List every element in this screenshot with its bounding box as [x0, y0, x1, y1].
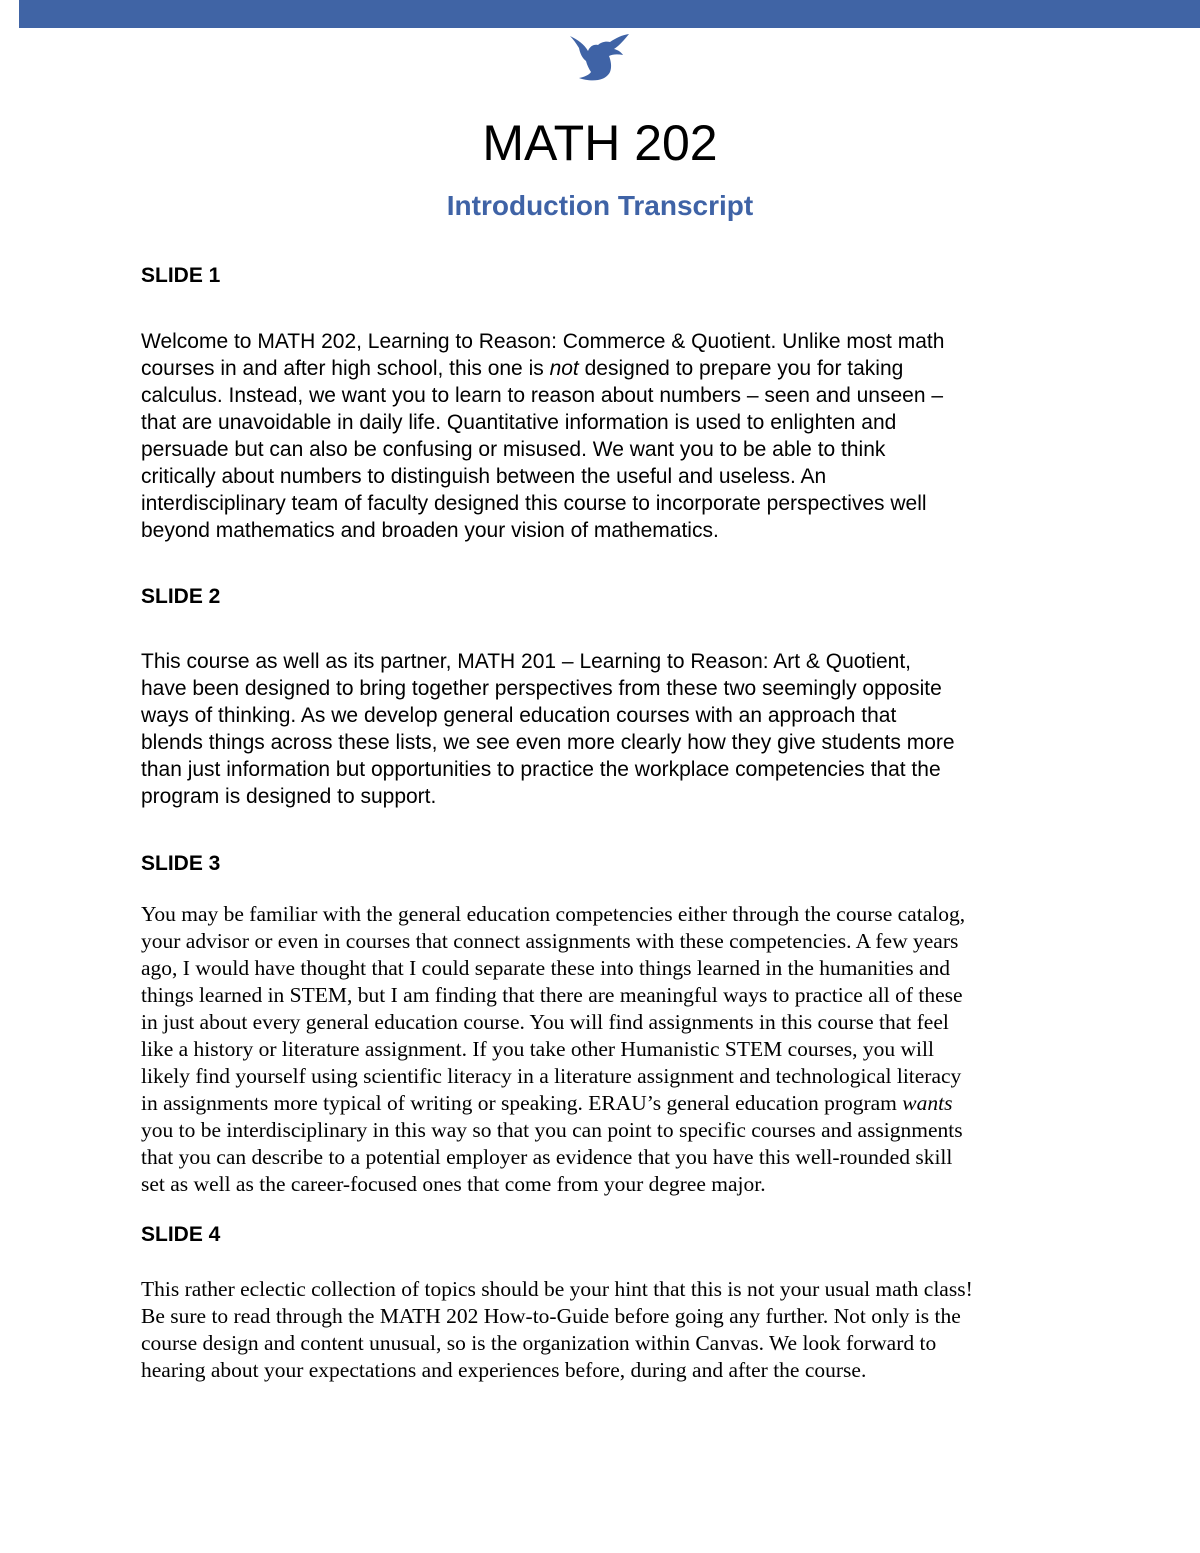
- slide-2-paragraph: [141, 648, 1071, 810]
- paragraph-line: calculus. Instead, we want you to learn to reason about numbers – seen and unseen –: [141, 384, 944, 407]
- paragraph-line: blends things across these lists, we see even more clearly how they give students more: [141, 731, 955, 754]
- paragraph-line: than just information but opportunities to practice the workplace competencies that the: [141, 758, 941, 781]
- paragraph-line: in assignments more typical of writing or speaking. ERAU’s general education program wants: [141, 1091, 953, 1115]
- slide-2-heading: SLIDE 2: [141, 585, 221, 608]
- paragraph-line: persuade but can also be confusing or misused. We want you to be able to think: [141, 438, 886, 461]
- paragraph-line: in just about every general education course. You will find assignments in this course that feel: [141, 1010, 949, 1034]
- slide-4-heading: SLIDE 4: [141, 1223, 221, 1246]
- paragraph-line: program is designed to support.: [141, 785, 437, 808]
- slide-1-heading: SLIDE 1: [141, 264, 221, 287]
- paragraph-line: ways of thinking. As we develop general education courses with an approach that: [141, 704, 897, 727]
- top-banner-bar: [19, 0, 1200, 28]
- paragraph-line: You may be familiar with the general education competencies either through the course catalog,: [141, 902, 966, 926]
- paragraph-line: have been designed to bring together perspectives from these two seemingly opposite: [141, 677, 942, 700]
- paragraph-line: Be sure to read through the MATH 202 How-to-Guide before going any further. Not only is the: [141, 1304, 961, 1328]
- eagle-icon: [568, 32, 630, 84]
- slide-1-paragraph: [141, 328, 1071, 544]
- paragraph-line: course design and content unusual, so is the organization within Canvas. We look forward to: [141, 1331, 937, 1355]
- slide-4-paragraph: [141, 1276, 1061, 1384]
- paragraph-line: ago, I would have thought that I could separate these into things learned in the humanities and: [141, 956, 951, 980]
- paragraph-line: critically about numbers to distinguish between the useful and useless. An: [141, 465, 827, 488]
- paragraph-line: that you can describe to a potential employer as evidence that you have this well-rounded skill: [141, 1145, 953, 1169]
- paragraph-line: you to be interdisciplinary in this way so that you can point to specific courses and assignments: [141, 1118, 963, 1142]
- slide-3-paragraph: [141, 901, 1061, 1198]
- paragraph-line: This course as well as its partner, MATH 201 – Learning to Reason: Art & Quotient,: [141, 650, 911, 673]
- paragraph-line: beyond mathematics and broaden your vision of mathematics.: [141, 519, 719, 542]
- paragraph-line: likely find yourself using scientific literacy in a literature assignment and technological literacy: [141, 1064, 962, 1088]
- paragraph-line: Welcome to MATH 202, Learning to Reason: Commerce & Quotient. Unlike most math: [141, 330, 945, 353]
- paragraph-line: courses in and after high school, this one is not designed to prepare you for taking: [141, 357, 904, 380]
- paragraph-line: your advisor or even in courses that connect assignments with these competencies. A few years: [141, 929, 959, 953]
- page-subtitle: Introduction Transcript: [446, 190, 754, 221]
- emphasis-text: wants: [902, 1091, 953, 1115]
- slide-3-heading: SLIDE 3: [141, 852, 221, 875]
- paragraph-line: set as well as the career-focused ones that come from your degree major.: [141, 1172, 766, 1196]
- page-title: MATH 202: [482, 115, 718, 171]
- paragraph-line: hearing about your expectations and experiences before, during and after the course.: [141, 1358, 867, 1382]
- paragraph-line: interdisciplinary team of faculty designed this course to incorporate perspectives well: [141, 492, 927, 515]
- emphasis-text: not: [549, 357, 579, 380]
- paragraph-line: things learned in STEM, but I am finding that there are meaningful ways to practice all of these: [141, 983, 963, 1007]
- paragraph-line: that are unavoidable in daily life. Quantitative information is used to enlighten and: [141, 411, 897, 434]
- paragraph-line: like a history or literature assignment. If you take other Humanistic STEM courses, you will: [141, 1037, 934, 1061]
- paragraph-line: This rather eclectic collection of topics should be your hint that this is not your usual math class!: [141, 1277, 973, 1301]
